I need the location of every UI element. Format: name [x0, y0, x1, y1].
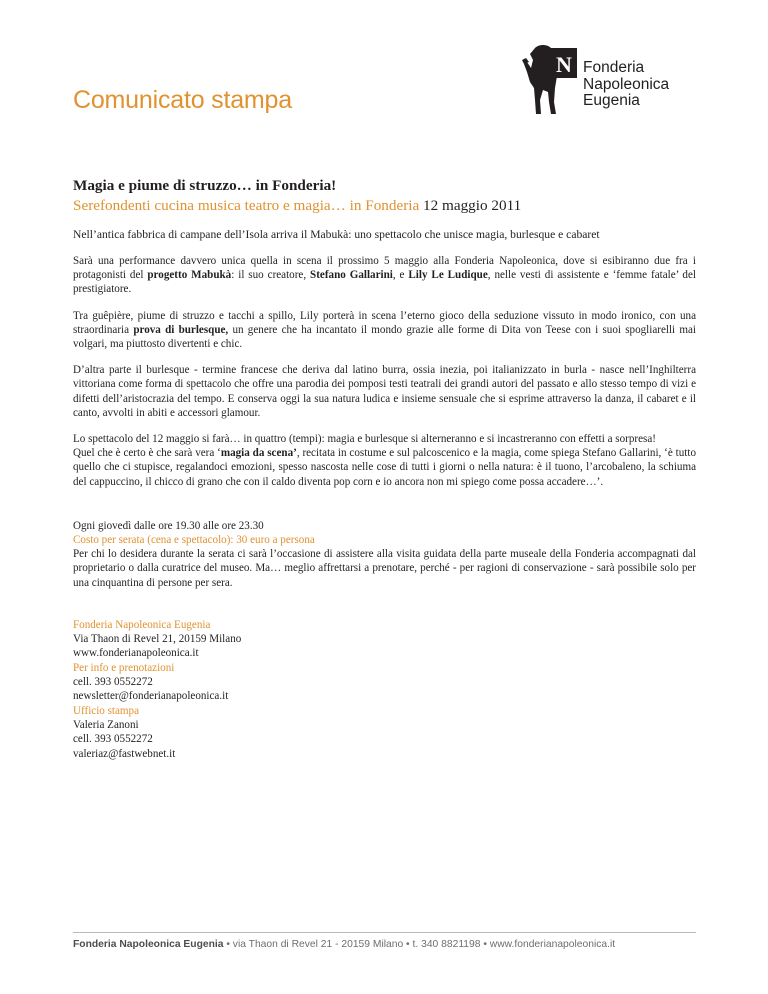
- paragraph-2: Tra guêpière, piume di struzzo e tacchi a spillo, Lily porterà in scena l’eterno gioco della seduzione vissuto in modo ironico, con una straordinaria prova di burlesque, un genere che ha incantato il mondo grazie alle forme di Dita von Teese con i suoi spogliarelli mai volgari, ma piuttosto divertenti e chic.: [73, 309, 696, 351]
- price: Costo per serata (cena e spettacolo): 30 euro a persona: [73, 534, 315, 547]
- event-brand: Serefondenti: [73, 197, 151, 214]
- lead-paragraph: Nell’antica fabbrica di campane dell’Isola arriva il Mabukà: uno spettacolo che unisce magia, burlesque e cabaret: [73, 228, 600, 241]
- press-release-body: [73, 176, 696, 761]
- contacts: [73, 618, 696, 761]
- contact-org: Fonderia Napoleonica Eugenia: [73, 618, 211, 631]
- footer-details: • via Thaon di Revel 21 - 20159 Milano • t. 340 8821198 • www.fonderianapoleonica.it: [223, 939, 616, 950]
- schedule: Ogni giovedì dalle ore 19.30 alle ore 23.30: [73, 519, 264, 532]
- contact-address: Via Thaon di Revel 21, 20159 Milano: [73, 633, 242, 646]
- press-email[interactable]: valeriaz@fastwebnet.it: [73, 747, 176, 760]
- page-title: Comunicato stampa: [73, 86, 292, 114]
- event-tagline: cucina musica teatro e magia… in Fonderia: [150, 197, 420, 214]
- paragraph-1: Sarà una performance davvero unica quella in scena il prossimo 5 maggio alla Fonderia Napoleonica, dove si esibiranno due fra i protagonisti del progetto Mabukà: il suo creatore, Stefano Gallarini, e Lily Le Ludique, nelle vesti di assistente e ‘femme fatale’ del prestigiatore.: [73, 255, 696, 296]
- footer-divider: [73, 932, 696, 933]
- info-label: Per info e prenotazioni: [73, 661, 175, 674]
- logo: [521, 42, 701, 117]
- logo-mark-letter: N: [556, 52, 572, 77]
- footer-org: Fonderia Napoleonica Eugenia: [73, 939, 224, 950]
- contact-website[interactable]: www.fonderianapoleonica.it: [73, 647, 199, 660]
- logo-line: Eugenia: [583, 92, 640, 109]
- horse-logo-icon: [521, 42, 581, 116]
- logo-line: Fonderia: [583, 59, 645, 76]
- subheadline: [73, 196, 696, 216]
- press-name: Valeria Zanoni: [73, 718, 139, 731]
- press-phone: cell. 393 0552272: [73, 733, 153, 746]
- paragraph-3: D’altra parte il burlesque - termine francese che deriva dal latino burra, ossia inezia, poi italianizzato in burla - nasce nell’Inghilterra vittoriana come forma di spettacolo che offre una parodia dei pomposi testi teatrali dei grandi autori del passato e allo stesso tempo di vizi e difetti dell’aristocrazia del tempo. E conserva oggi la sua natura ludica e insieme sensuale che si esprime attraverso la danza, il cabaret e il canto, avvolti in abiti e accessori glamour.: [73, 364, 696, 419]
- headline: Magia e piume di struzzo… in Fonderia!: [73, 177, 337, 194]
- press-office-label: Ufficio stampa: [73, 704, 140, 717]
- info-phone: cell. 393 0552272: [73, 676, 153, 689]
- paragraph-4: Lo spettacolo del 12 maggio si farà… in quattro (tempi): magia e burlesque si alterneranno e si incastreranno con effetti a sorpresa! Quel che è certo è che sarà vera ‘magia da scena’, recitata in costume e sul palcoscenico e la magia, come spiega Stefano Gallarini, ‘è tutto quello che ci stupisce, regalandoci emozioni, spesso nascosta nelle cose di tutti i giorni o nella natura: è il tuono, l’arcobaleno, la schiuma del cappuccino, il chicco di grano che con il caldo diventa pop corn e io ancora non mi spiego come possa accadere…’.: [73, 433, 696, 488]
- footer: [73, 939, 615, 950]
- logo-line: Napoleonica: [583, 75, 670, 93]
- logo-text: [583, 60, 669, 110]
- info-email[interactable]: newsletter@fonderianapoleonica.it: [73, 690, 229, 703]
- event-date: 12 maggio 2011: [419, 197, 522, 214]
- visit-note: Per chi lo desidera durante la serata ci sarà l’occasione di assistere alla visita guidata della parte museale della Fonderia accompagnati dal proprietario o dalla curatrice del museo. Ma… meglio affrettarsi a prenotare, perché - per ragioni di conservazione - sarà possibile solo per una cinquantina di persone per sera.: [73, 548, 696, 589]
- event-info: [73, 519, 696, 590]
